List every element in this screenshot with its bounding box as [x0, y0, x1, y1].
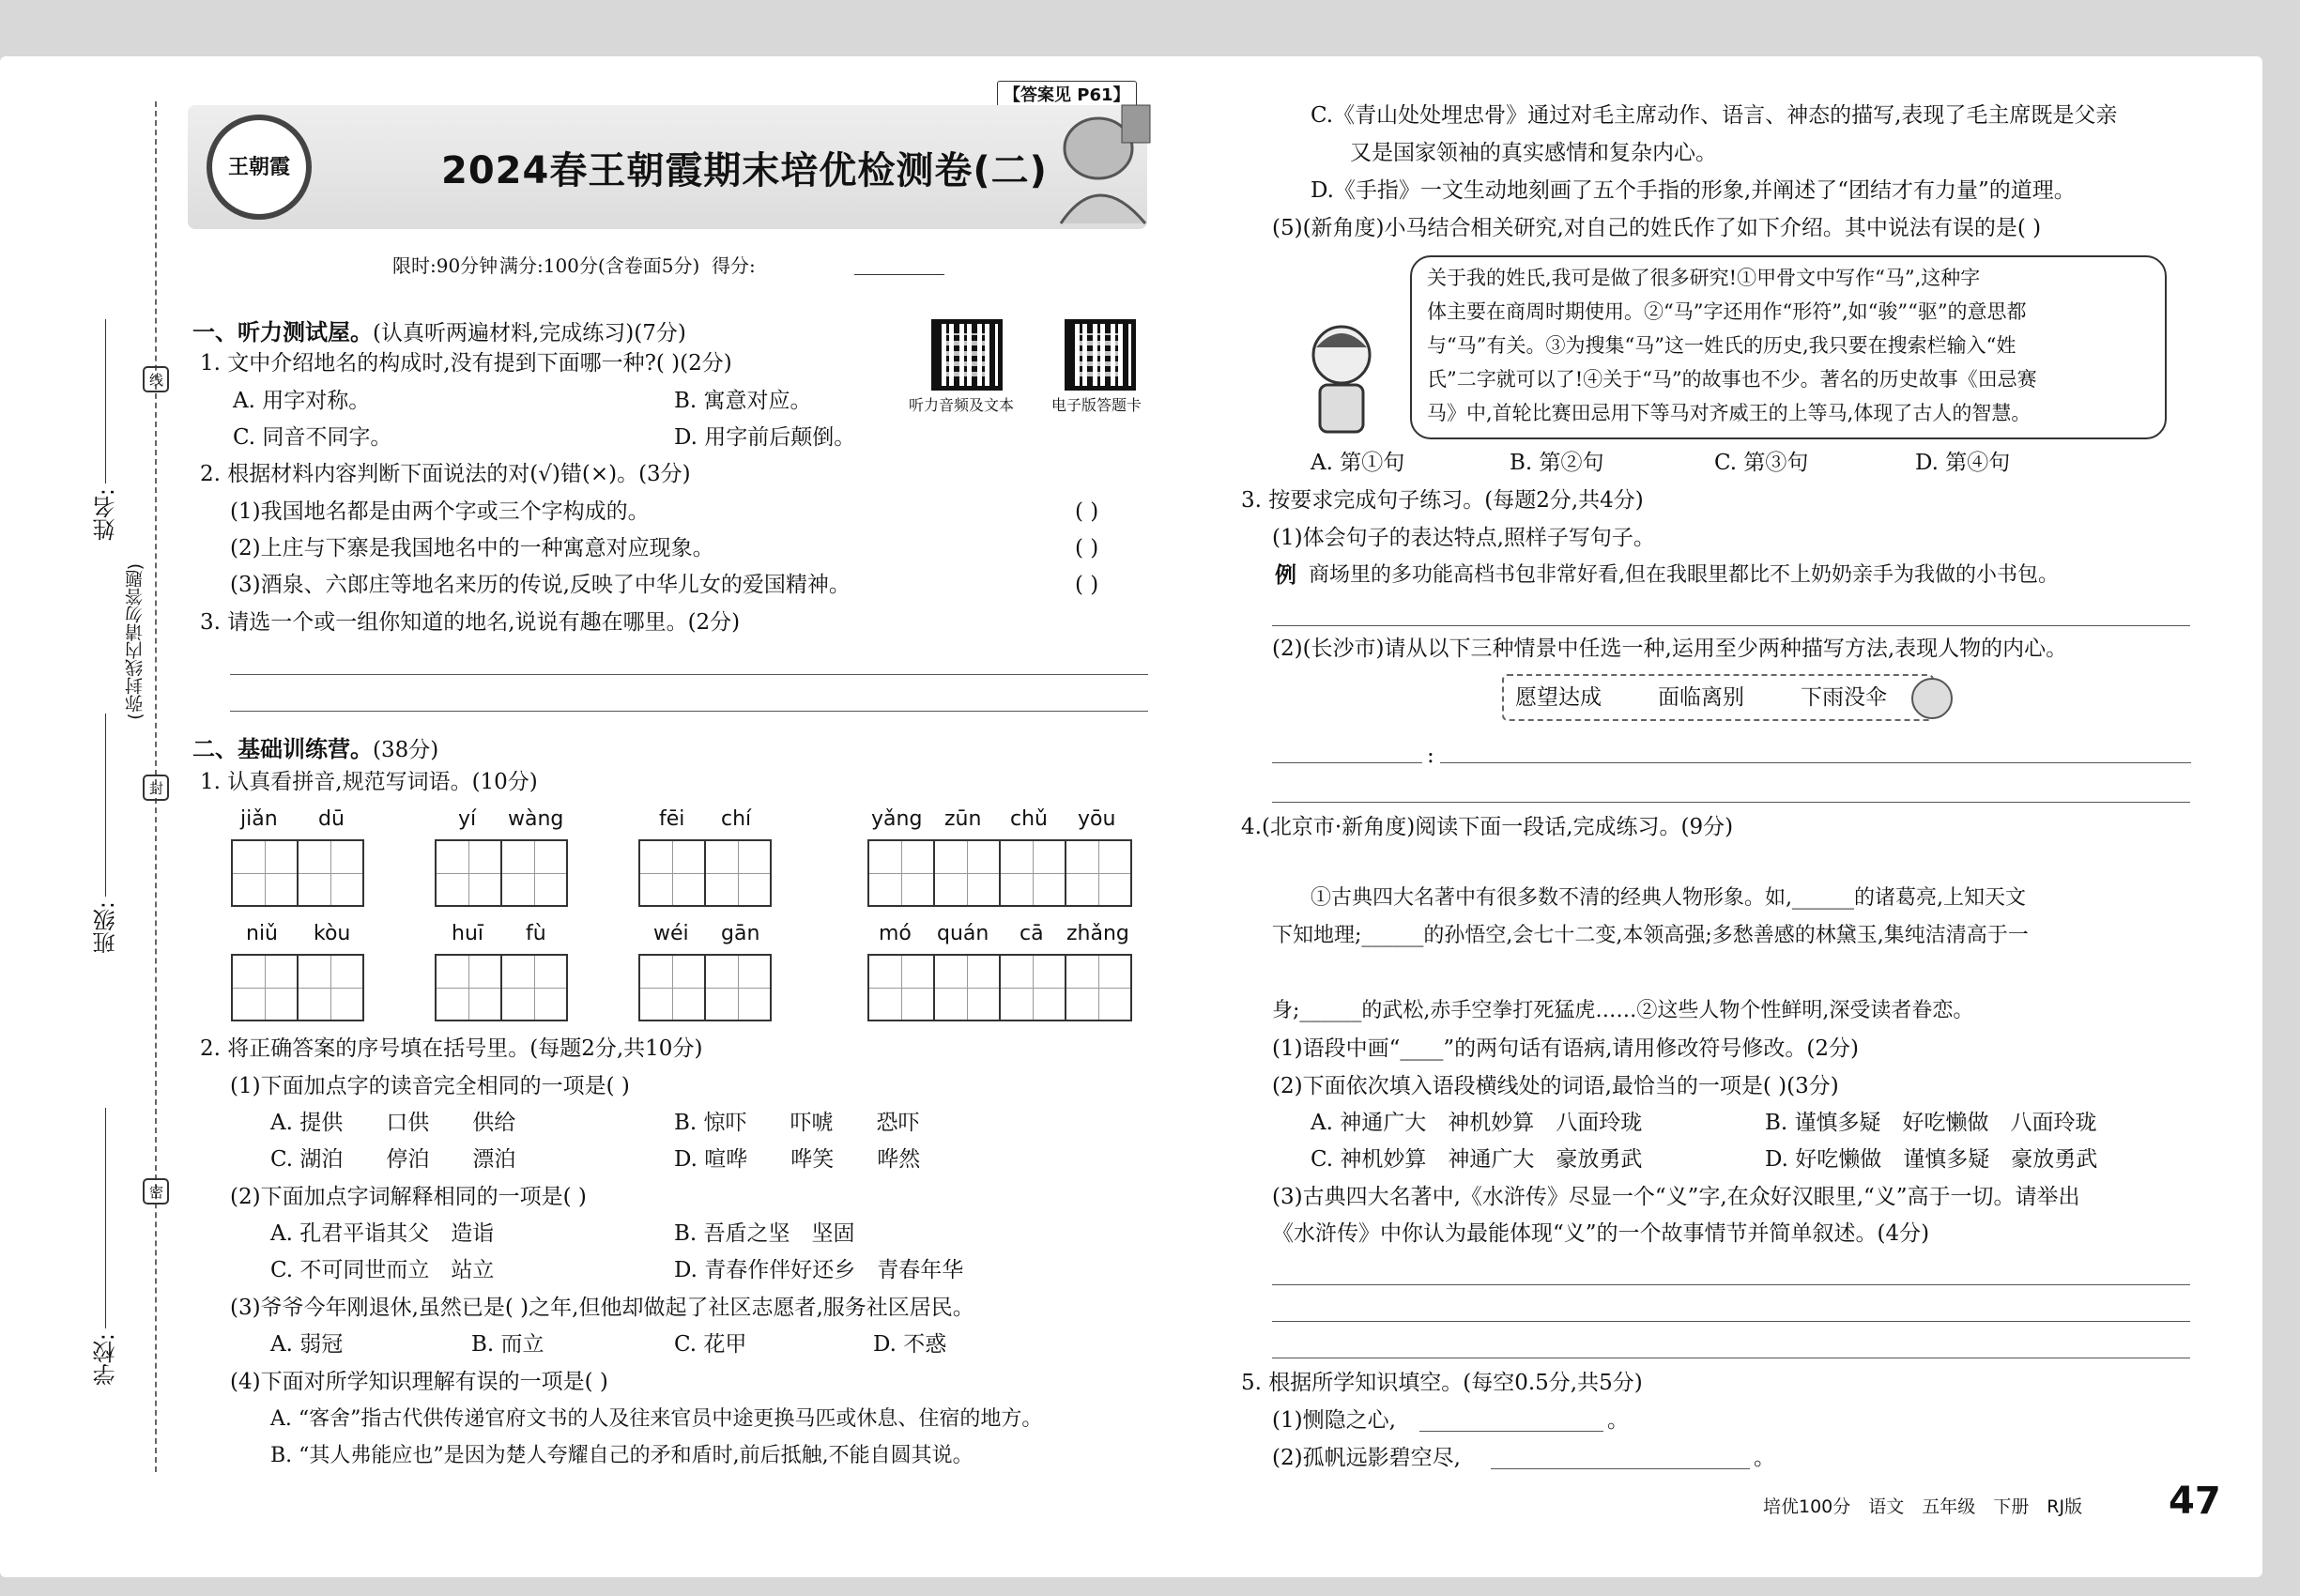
scene-option[interactable]: 愿望达成 [1515, 685, 1602, 710]
school-field[interactable] [105, 1108, 106, 1328]
pinyin: dū [318, 807, 345, 831]
pinyin: yǎng [871, 807, 923, 831]
cartoon-character-icon [1033, 92, 1155, 229]
pinyin: fēi [659, 807, 685, 831]
writing-grid[interactable] [867, 839, 1130, 907]
writing-grid[interactable] [638, 954, 770, 1021]
pinyin: jiǎn [240, 807, 278, 831]
pinyin: mó [879, 922, 912, 945]
bubble-line: 马》中,首轮比赛田忌用下等马对齐威王的上等马,体现了古人的智慧。 [1427, 402, 2032, 424]
cloud-icon [1911, 678, 1953, 719]
s2-q2-3: (3)爷爷今年刚退休,虽然已是( )之年,但他却做起了社区志愿者,服务社区居民。 [230, 1296, 974, 1320]
q3-2: (2)(长沙市)请从以下三种情景中任选一种,运用至少两种描写方法,表现人物的内心。 [1272, 637, 2068, 661]
q4-heading: 4.(北京市·新角度)阅读下面一段话,完成练习。(9分) [1241, 815, 1734, 839]
answer-line[interactable] [1272, 1321, 2190, 1322]
q2-5-option-a[interactable]: A. 第①句 [1311, 451, 1405, 475]
pinyin: quán [937, 922, 989, 945]
pinyin: fù [526, 922, 546, 945]
s2-q2-1: (1)下面加点字的读音完全相同的一项是( ) [230, 1074, 630, 1098]
q2-5-option-c[interactable]: C. 第③句 [1714, 451, 1809, 475]
score-field[interactable] [854, 274, 944, 275]
q4-2-option-d[interactable]: D. 好吃懒做 谨慎多疑 豪放勇武 [1765, 1147, 2098, 1172]
binding-mark-secret: 密 [143, 1178, 169, 1205]
q5-1-label: (1)恻隐之心, [1272, 1408, 1396, 1433]
s1-q2-item2: (2)上庄与下寨是我国地名中的一种寓意对应现象。 [230, 536, 714, 560]
answer-line[interactable] [1440, 762, 2191, 763]
time-limit: 限时:90分钟 [392, 254, 498, 277]
q4-2-option-b[interactable]: B. 谨慎多疑 好吃懒做 八面玲珑 [1765, 1111, 2097, 1135]
answer-reference: 【答案见 P61】 [997, 81, 1137, 107]
scene-option[interactable]: 下雨没伞 [1801, 685, 1887, 710]
q3-1: (1)体会句子的表达特点,照样子写句子。 [1272, 526, 1655, 550]
q4-2-option-c[interactable]: C. 神机妙算 神通广大 豪放勇武 [1311, 1147, 1643, 1172]
q5-heading: 5. 根据所学知识填空。(每空0.5分,共5分) [1241, 1371, 1643, 1395]
s2-q2-1-option-c[interactable]: C. 湖泊 停泊 漂泊 [270, 1147, 516, 1172]
s2-q2-2-option-a[interactable]: A. 孔君平诣其父 造诣 [270, 1221, 495, 1246]
s2-q2-3-option-d[interactable]: D. 不惑 [873, 1332, 947, 1357]
class-label: 班级: [93, 901, 119, 955]
answer-line[interactable] [1272, 1284, 2190, 1285]
s1-q2-item3: (3)酒泉、六郎庄等地名来历的传说,反映了中华儿女的爱国精神。 [230, 573, 851, 597]
s2-q2-2-option-b[interactable]: B. 吾盾之坚 坚固 [674, 1221, 855, 1246]
q2-4-option-c-line2: 又是国家领袖的真实感情和复杂内心。 [1350, 141, 1717, 165]
example-label: 例 [1275, 563, 1296, 588]
q4-3-line2: 《水浒传》中你认为最能体现“义”的一个故事情节并简单叙述。(4分) [1272, 1221, 1930, 1246]
q3-heading: 3. 按要求完成句子练习。(每题2分,共4分) [1241, 488, 1644, 513]
bubble-line: 与“马”有关。③为搜集“马”这一姓氏的历史,我只要在搜索栏输入“姓 [1427, 334, 2016, 357]
s2-q2-4-option-b[interactable]: B. “其人弗能应也”是因为楚人夸耀自己的矛和盾时,前后抵触,不能自圆其说。 [270, 1444, 974, 1467]
pinyin: zūn [944, 807, 982, 831]
s1-q3: 3. 请选一个或一组你知道的地名,说说有趣在哪里。(2分) [200, 610, 741, 635]
page-number: 47 [2169, 1480, 2221, 1523]
bubble-line: 关于我的姓氏,我可是做了很多研究!①甲骨文中写作“马”,这种字 [1427, 267, 1981, 289]
answer-paren[interactable]: ( ) [1075, 536, 1099, 560]
bubble-line: 体主要在商周时期使用。②“马”字还用作“形符”,如“骏”“驱”的意思都 [1427, 300, 2027, 323]
section2-heading: 二、基础训练营。(38分) [192, 736, 439, 762]
s2-q2-2-option-d[interactable]: D. 青春作伴好还乡 青春年华 [674, 1258, 964, 1282]
s2-q2-3-option-c[interactable]: C. 花甲 [674, 1332, 747, 1357]
s1-q1-option-b[interactable]: B. 寓意对应。 [674, 389, 812, 413]
fill-blank-field[interactable] [1419, 1431, 1603, 1432]
q4-3-line1: (3)古典四大名著中,《水浒传》尽显一个“义”字,在众好汉眼里,“义”高于一切。请举出 [1272, 1185, 2080, 1209]
class-field[interactable] [105, 714, 106, 897]
s2-q2-1-option-a[interactable]: A. 提供 口供 供给 [270, 1111, 516, 1135]
pinyin: huī [452, 922, 483, 945]
passage-line: 身;______的武松,赤手空拳打死猛虎……②这些人物个性鲜明,深受读者眷恋。 [1272, 999, 1974, 1022]
s2-q2-3-option-a[interactable]: A. 弱冠 [270, 1332, 344, 1357]
qr-code-audio[interactable] [931, 319, 1003, 391]
s2-q2-1-option-d[interactable]: D. 喧哗 哗笑 哗然 [674, 1147, 921, 1172]
pinyin: chí [721, 807, 752, 831]
qr-code-answer-card[interactable] [1065, 319, 1136, 391]
name-field[interactable] [105, 319, 106, 483]
footer-info: 培优100分 语文 五年级 下册 RJ版 [1763, 1496, 2083, 1517]
q2-4-option-d[interactable]: D.《手指》一文生动地刻画了五个手指的形象,并阐述了“团结才有力量”的道理。 [1311, 178, 2076, 203]
answer-line[interactable] [230, 711, 1148, 712]
s2-q2-4-option-a[interactable]: A. “客舍”指古代供传递官府文书的人及往来官员中途更换马匹或休息、住宿的地方。 [270, 1407, 1043, 1431]
binding-mark-seal: 封 [143, 775, 169, 801]
binding-mark-line: 线 [143, 366, 169, 392]
student-avatar-icon [1299, 319, 1384, 441]
s1-q2: 2. 根据材料内容判断下面说法的对(√)错(×)。(3分) [200, 462, 691, 486]
q2-5-option-b[interactable]: B. 第②句 [1510, 451, 1604, 475]
section1-heading: 一、听力测试屋。(认真听两遍材料,完成练习)(7分) [192, 319, 686, 345]
pinyin: cā [1020, 922, 1044, 945]
s2-q2-2-option-c[interactable]: C. 不可同世而立 站立 [270, 1258, 495, 1282]
writing-grid[interactable] [638, 839, 770, 907]
s2-q2: 2. 将正确答案的序号填在括号里。(每题2分,共10分) [200, 1036, 703, 1061]
pinyin: wéi [653, 922, 689, 945]
period: 。 [1754, 1446, 1775, 1470]
scene-choice-field[interactable] [1272, 762, 1422, 763]
brand-logo: 王朝霞 [207, 115, 312, 220]
scene-option[interactable]: 面临离别 [1658, 685, 1744, 710]
q4-2: (2)下面依次填入语段横线处的词语,最恰当的一项是( )(3分) [1272, 1074, 1839, 1098]
q5-2-label: (2)孤帆远影碧空尽, [1272, 1446, 1461, 1470]
s1-q1-option-d[interactable]: D. 用字前后颠倒。 [674, 425, 856, 450]
s2-q2-3-option-b[interactable]: B. 而立 [471, 1332, 544, 1357]
school-label: 学校: [93, 1333, 119, 1387]
writing-grid[interactable] [867, 954, 1130, 1021]
pinyin: gān [721, 922, 760, 945]
answer-line[interactable] [1272, 625, 2190, 626]
s2-q2-1-option-b[interactable]: B. 惊吓 吓唬 恐吓 [674, 1111, 920, 1135]
writing-grid[interactable] [435, 954, 566, 1021]
writing-grid[interactable] [231, 839, 362, 907]
q2-5-option-d[interactable]: D. 第④句 [1915, 451, 2011, 475]
s1-q1-option-a[interactable]: A. 用字对称。 [233, 389, 371, 413]
seal-line-note: (弥封线内请勿答题) [125, 563, 146, 720]
period: 。 [1607, 1408, 1629, 1433]
bubble-line: 氏”二字就可以了!④关于“马”的故事也不少。著名的历史故事《田忌赛 [1427, 368, 2037, 391]
writing-grid[interactable] [231, 954, 362, 1021]
s1-q2-item1: (1)我国地名都是由两个字或三个字构成的。 [230, 499, 650, 524]
qr-label-answer-card: 电子版答题卡 [1051, 396, 1142, 414]
q4-1: (1)语段中画“____”的两句话有语病,请用修改符号修改。(2分) [1272, 1036, 1859, 1061]
name-label: 姓名: [93, 488, 119, 542]
s2-q1: 1. 认真看拼音,规范写词语。(10分) [200, 770, 538, 794]
s2-q2-2: (2)下面加点字词解释相同的一项是( ) [230, 1185, 587, 1209]
passage-line: ①古典四大名著中有很多数不清的经典人物形象。如,______的诸葛亮,上知天文 [1311, 886, 2026, 910]
pinyin: wàng [508, 807, 564, 831]
q2-4-option-c-line1[interactable]: C.《青山处处埋忠骨》通过对毛主席动作、语言、神态的描写,表现了毛主席既是父亲 [1311, 103, 2118, 128]
full-score: 满分:100分(含卷面5分) [499, 254, 700, 277]
score-label: 得分: [712, 254, 756, 277]
q2-5: (5)(新角度)小马结合相关研究,对自己的姓氏作了如下介绍。其中说法有误的是( ) [1272, 216, 2042, 240]
page-title: 2024春王朝霞期末培优检测卷(二) [441, 149, 1048, 192]
pinyin: yōu [1078, 807, 1116, 831]
pinyin: zhǎng [1066, 922, 1129, 945]
q4-2-option-a[interactable]: A. 神通广大 神机妙算 八面玲珑 [1311, 1111, 1643, 1135]
pinyin: niǔ [246, 922, 278, 945]
pinyin: chǔ [1010, 807, 1048, 831]
example-sentence: 商场里的多功能高档书包非常好看,但在我眼里都比不上奶奶亲手为我做的小书包。 [1309, 563, 2059, 587]
answer-line[interactable] [1272, 802, 2190, 803]
pinyin: kòu [314, 922, 351, 945]
colon: : [1427, 744, 1434, 768]
s1-q1: 1. 文中介绍地名的构成时,没有提到下面哪一种?( )(2分) [200, 351, 732, 376]
answer-paren[interactable]: ( ) [1075, 499, 1099, 524]
qr-label-audio: 听力音频及文本 [909, 396, 1015, 414]
s2-q2-4: (4)下面对所学知识理解有误的一项是( ) [230, 1370, 608, 1394]
answer-paren[interactable]: ( ) [1075, 573, 1099, 597]
fill-blank-field[interactable] [1491, 1468, 1750, 1469]
s1-q1-option-c[interactable]: C. 同音不同字。 [233, 425, 392, 450]
passage-line: 下知地理;______的孙悟空,会七十二变,本领高强;多愁善感的林黛玉,集纯洁清高于一 [1272, 924, 2029, 947]
pinyin: yí [458, 807, 477, 831]
writing-grid[interactable] [435, 839, 566, 907]
answer-line[interactable] [230, 674, 1148, 675]
